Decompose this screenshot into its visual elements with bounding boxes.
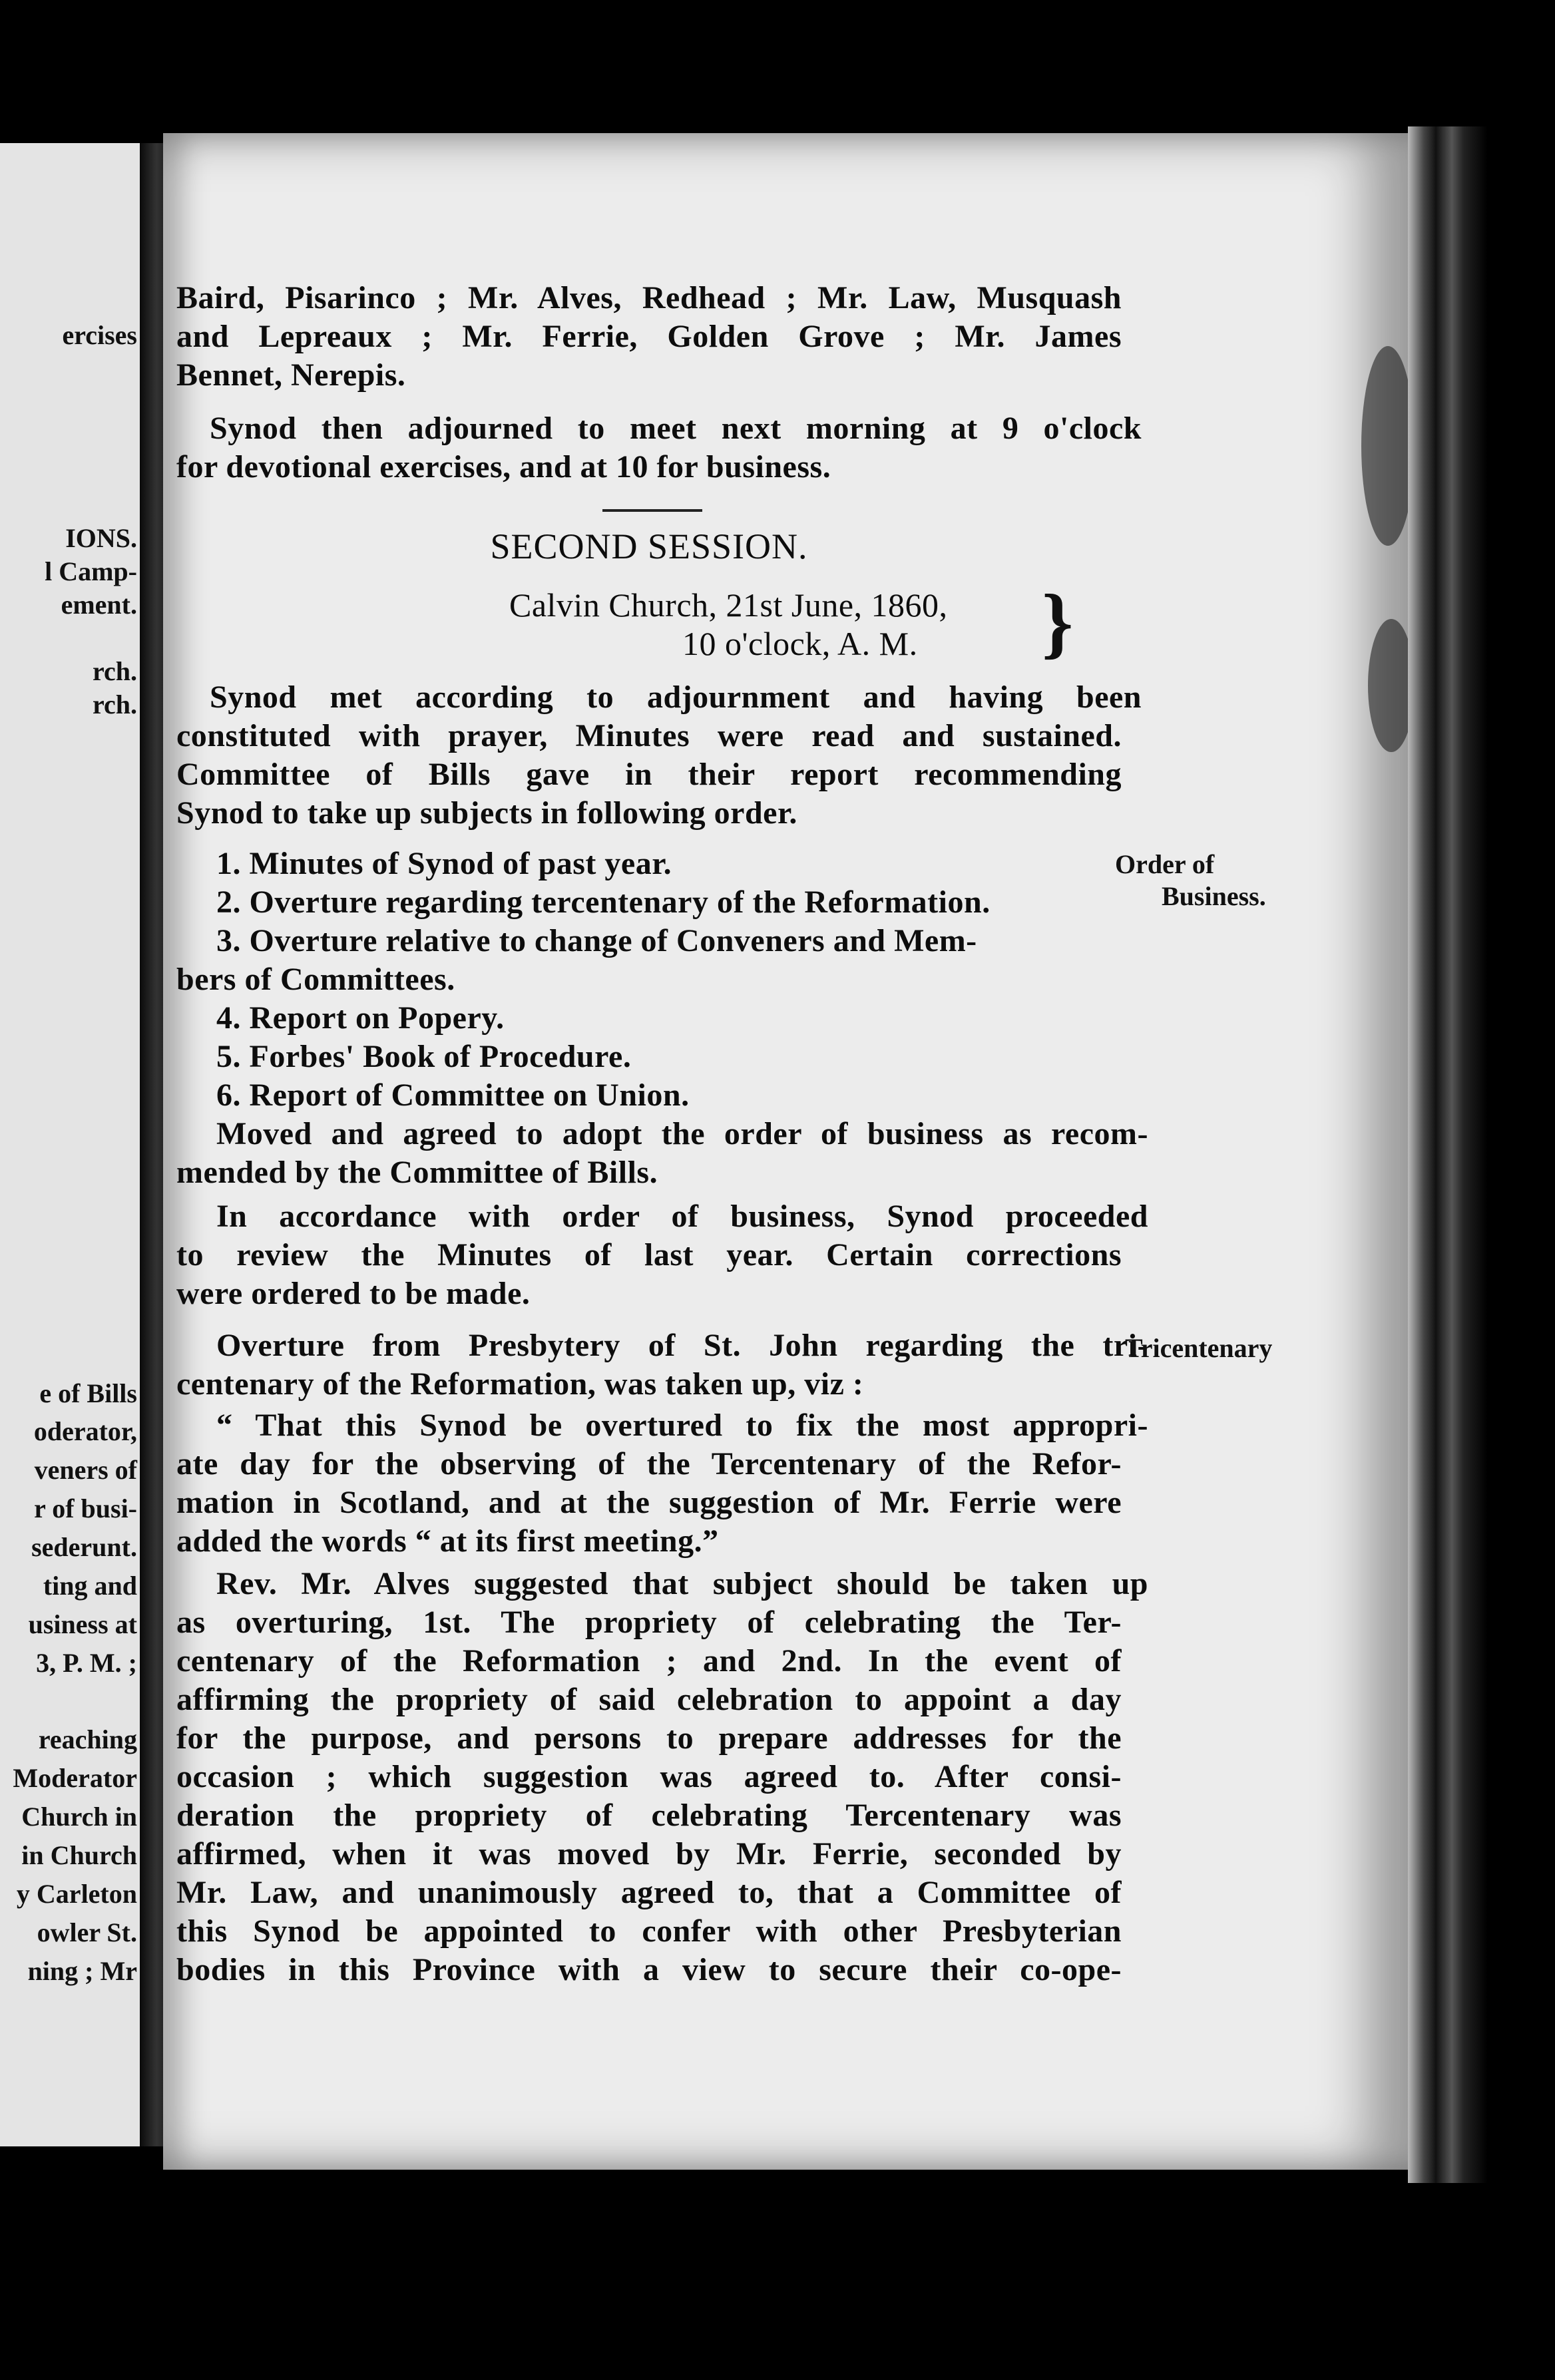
text-line: Synod met according to adjournment and having been	[210, 680, 1142, 715]
left-page-fragment: IONS.	[65, 523, 137, 553]
left-page-fragment: Moderator	[13, 1763, 137, 1793]
margin-note-tricentenary: Tricentenary	[1125, 1333, 1273, 1363]
left-page-fragment: sederunt.	[31, 1532, 137, 1562]
left-page-fragment: rch.	[92, 690, 137, 719]
session-heading: SECOND SESSION.	[490, 526, 808, 566]
left-page-fragment: r of busi-	[34, 1493, 137, 1523]
section-rule	[602, 509, 702, 512]
order-item: 2. Overture regarding tercentenary of the Reformation.	[216, 885, 991, 920]
text-line: Rev. Mr. Alves suggested that subject should be taken up	[216, 1566, 1148, 1601]
left-page-fragment: veners of	[34, 1455, 137, 1485]
page-edge-shadow	[1408, 126, 1488, 2183]
text-line: Synod to take up subjects in following order.	[176, 795, 797, 831]
text-line: In accordance with order of business, Synod proceeded	[216, 1199, 1148, 1234]
text-line: to review the Minutes of last year. Certain corrections	[176, 1237, 1122, 1273]
text-line: centenary of the Reformation, was taken up, viz :	[176, 1366, 864, 1402]
text-line: added the words “ at its first meeting.”	[176, 1523, 719, 1559]
dateline: 10 o'clock, A. M.	[682, 625, 918, 662]
margin-note-business: Business.	[1162, 881, 1266, 911]
order-item: 4. Report on Popery.	[216, 1000, 505, 1036]
left-page-fragment: reaching	[38, 1724, 137, 1754]
text-line: “ That this Synod be overtured to fix the most appropri-	[216, 1408, 1148, 1443]
order-item: 3. Overture relative to change of Conveners and Mem-	[216, 923, 977, 958]
left-page-fragment: usiness at	[28, 1609, 137, 1639]
text-line: Bennet, Nerepis.	[176, 357, 406, 393]
left-page-fragment: owler St.	[37, 1917, 137, 1947]
left-page-fragment: Church in	[21, 1802, 137, 1832]
left-page-fragment: ning ; Mr	[27, 1956, 137, 1986]
text-line: Moved and agreed to adopt the order of business as recom-	[216, 1116, 1148, 1151]
left-page-fragment: e of Bills	[39, 1378, 137, 1408]
text-line: constituted with prayer, Minutes were read and sustained.	[176, 718, 1122, 753]
text-line: mended by the Committee of Bills.	[176, 1155, 658, 1190]
text-line: affirming the propriety of said celebration to appoint a day	[176, 1682, 1122, 1717]
text-line: bodies in this Province with a view to secure their co-ope-	[176, 1952, 1122, 1987]
text-line: Synod then adjourned to meet next morning at 9 o'clock	[210, 411, 1142, 446]
text-line: this Synod be appointed to confer with other Presbyterian	[176, 1913, 1122, 1949]
order-item: 6. Report of Committee on Union.	[216, 1078, 690, 1113]
text-line: for devotional exercises, and at 10 for business.	[176, 449, 831, 485]
left-page-fragment: y Carleton	[16, 1879, 137, 1909]
right-brace: }	[1042, 578, 1074, 666]
order-item: 5. Forbes' Book of Procedure.	[216, 1039, 632, 1074]
text-line: and Lepreaux ; Mr. Ferrie, Golden Grove ; Mr. James	[176, 319, 1122, 354]
text-line: as overturing, 1st. The propriety of celebrating the Ter-	[176, 1605, 1122, 1640]
text-line: centenary of the Reformation ; and 2nd. In the event of	[176, 1643, 1122, 1679]
text-line: for the purpose, and persons to prepare addresses for the	[176, 1720, 1122, 1756]
left-page-fragment: ting and	[43, 1571, 137, 1601]
text-line: ate day for the observing of the Tercentenary of the Refor-	[176, 1446, 1122, 1482]
left-page-fragment: oderator,	[33, 1416, 137, 1446]
text-line: deration the propriety of celebrating Tercentenary was	[176, 1798, 1122, 1833]
left-page-fragment: l Camp-	[45, 556, 137, 586]
margin-note-order: Order of	[1115, 849, 1215, 879]
order-item: 1. Minutes of Synod of past year.	[216, 846, 672, 881]
text-line: occasion ; which suggestion was agreed to. After consi-	[176, 1759, 1122, 1794]
left-page-fragment: ement.	[61, 590, 137, 620]
text-line: were ordered to be made.	[176, 1276, 531, 1311]
page-stain	[1361, 346, 1415, 546]
text-line: affirmed, when it was moved by Mr. Ferrie, seconded by	[176, 1836, 1122, 1872]
text-line: mation in Scotland, and at the suggestion of Mr. Ferrie were	[176, 1485, 1122, 1520]
order-item: bers of Committees.	[176, 962, 455, 997]
left-page-fragment: ercises	[62, 320, 137, 350]
text-line: Overture from Presbytery of St. John regarding the tri-	[216, 1328, 1148, 1363]
left-page-fragment: in Church	[21, 1840, 137, 1870]
left-page-fragment: 3, P. M. ;	[36, 1648, 137, 1678]
left-page-fragment: rch.	[92, 656, 137, 686]
left-facing-page	[0, 143, 140, 2146]
text-line: Committee of Bills gave in their report recommending	[176, 757, 1122, 792]
dateline: Calvin Church, 21st June, 1860,	[509, 586, 948, 624]
text-line: Baird, Pisarinco ; Mr. Alves, Redhead ; Mr. Law, Musquash	[176, 280, 1122, 315]
text-line: Mr. Law, and unanimously agreed to, that a Committee of	[176, 1875, 1122, 1910]
